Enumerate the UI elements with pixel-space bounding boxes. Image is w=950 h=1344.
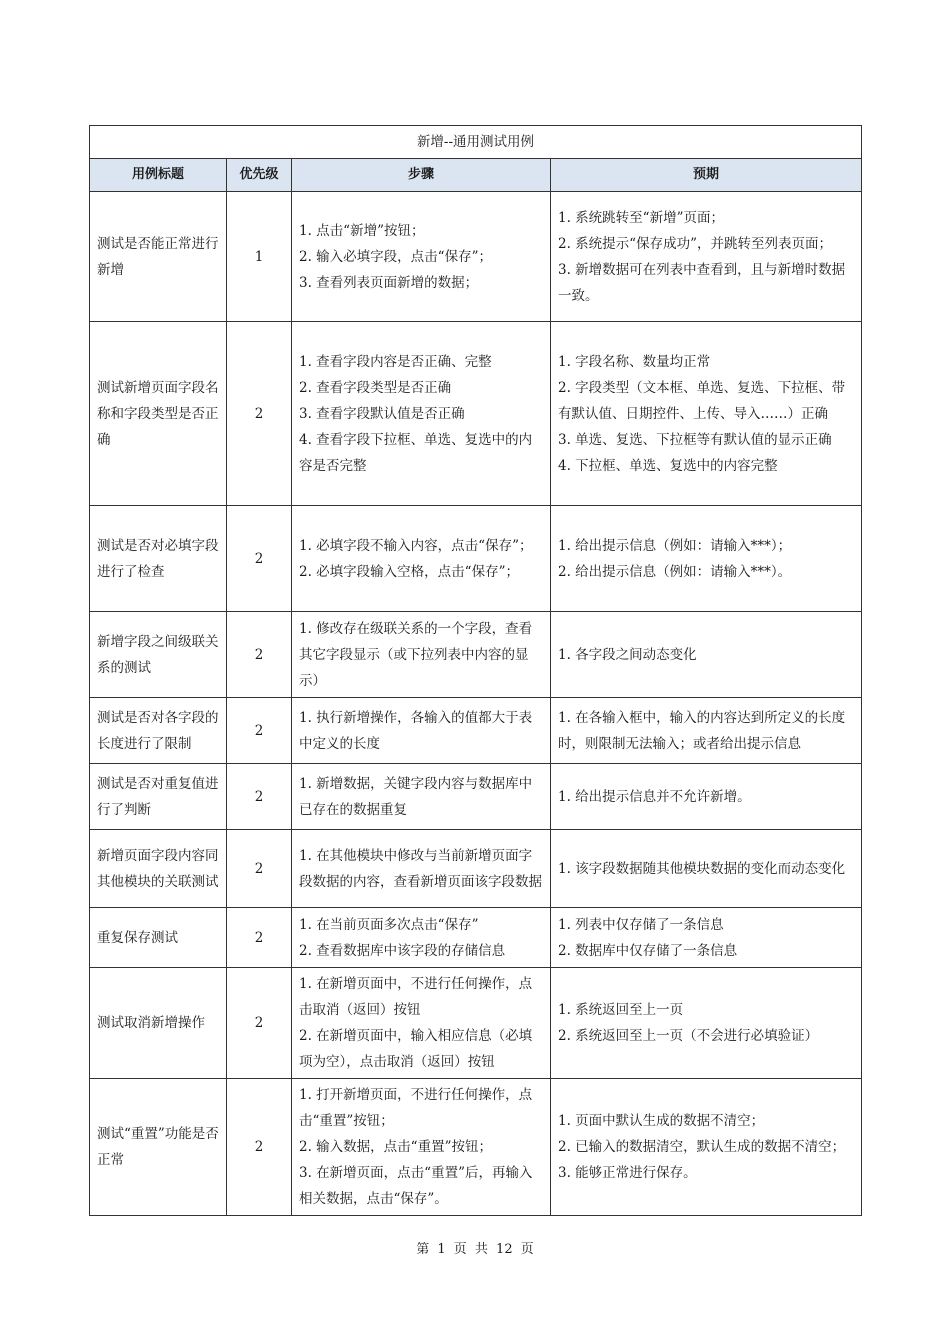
expected-line: 2. 字段类型（文本框、单选、复选、下拉框、带有默认值、日期控件、上传、导入……）正确 [558,379,846,422]
expected-cell [551,1079,862,1216]
priority-cell: 2 [227,698,292,764]
priority-cell: 2 [227,908,292,968]
case-title-cell: 新增字段之间级联关系的测试 [90,612,227,698]
table-row [90,968,862,1079]
table-row [90,322,862,506]
case-title-cell: 测试是否能正常进行新增 [90,192,227,322]
test-case-table [89,125,862,1216]
expected-line: 2. 数据库中仅存储了一条信息 [558,942,738,959]
table-row [90,698,862,764]
header-row [90,159,862,192]
expected-line: 2. 系统提示“保存成功”，并跳转至列表页面； [558,235,832,252]
expected-line: 3. 新增数据可在列表中查看到，且与新增时数据一致。 [558,261,846,304]
case-title-cell: 测试是否对重复值进行了判断 [90,764,227,830]
case-title-cell: 测试是否对各字段的长度进行了限制 [90,698,227,764]
step-line: 1. 修改存在级联关系的一个字段，查看其它字段显示（或下拉列表中内容的显示） [299,620,533,689]
priority-cell: 2 [227,506,292,612]
priority-cell: 1 [227,192,292,322]
page-number: 第 1 页 共 12 页 [416,1242,534,1257]
steps-cell [292,506,551,612]
priority-cell: 2 [227,322,292,506]
expected-line: 1. 列表中仅存储了一条信息 [558,916,724,933]
step-line: 1. 打开新增页面，不进行任何操作，点击“重置”按钮； [299,1087,533,1129]
step-line: 2. 输入数据，点击“重置”按钮； [299,1139,492,1155]
expected-cell [551,612,862,698]
steps-cell [292,192,551,322]
step-line: 1. 必填字段不输入内容，点击“保存”； [299,537,533,554]
expected-line: 3. 单选、复选、下拉框等有默认值的显示正确 [558,431,832,448]
priority-cell: 2 [227,968,292,1079]
case-title-cell: 测试新增页面字段名称和字段类型是否正确 [90,322,227,506]
header-case-title: 用例标题 [90,159,227,192]
expected-line: 1. 页面中默认生成的数据不清空； [558,1113,765,1129]
steps-cell [292,968,551,1079]
expected-cell [551,968,862,1079]
expected-cell [551,908,862,968]
expected-line: 2. 给出提示信息（例如：请输入***）。 [558,563,792,580]
case-title-cell: 新增页面字段内容同其他模块的关联测试 [90,830,227,908]
priority-cell: 2 [227,1079,292,1216]
table-row [90,612,862,698]
steps-cell [292,908,551,968]
expected-line: 2. 系统返回至上一页（不会进行必填验证） [558,1028,819,1044]
table-row [90,830,862,908]
step-line: 3. 查看列表页面新增的数据； [299,274,479,291]
step-line: 2. 必填字段输入空格，点击“保存”； [299,563,519,580]
expected-line: 1. 该字段数据随其他模块数据的变化而动态变化 [558,860,846,877]
expected-cell [551,506,862,612]
step-line: 1. 新增数据，关键字段内容与数据库中已存在的数据重复 [299,775,533,818]
step-line: 1. 执行新增操作，各输入的值都大于表中定义的长度 [299,709,533,752]
table-title: 新增--通用测试用例 [90,126,862,159]
priority-cell: 2 [227,612,292,698]
priority-cell: 2 [227,764,292,830]
header-priority: 优先级 [227,159,292,192]
table-row [90,506,862,612]
case-title-cell: 重复保存测试 [90,908,227,968]
steps-cell [292,764,551,830]
steps-cell [292,612,551,698]
step-line: 3. 查看字段默认值是否正确 [299,405,465,422]
expected-cell [551,830,862,908]
table-row [90,908,862,968]
step-line: 2. 输入必填字段，点击“保存”； [299,248,492,265]
expected-line: 3. 能够正常进行保存。 [558,1165,697,1181]
expected-cell [551,322,862,506]
table-row [90,1079,862,1216]
steps-cell [292,1079,551,1216]
header-expected: 预期 [551,159,862,192]
step-line: 1. 在当前页面多次点击“保存” [299,916,479,933]
step-line: 2. 查看字段类型是否正确 [299,379,452,396]
expected-line: 2. 已输入的数据清空，默认生成的数据不清空； [558,1139,846,1155]
step-line: 1. 在新增页面中，不进行任何操作，点击取消（返回）按钮 [299,976,533,1018]
expected-line: 1. 字段名称、数量均正常 [558,353,711,370]
steps-cell [292,698,551,764]
expected-cell [551,192,862,322]
step-line: 2. 查看数据库中该字段的存储信息 [299,942,506,959]
step-line: 4. 查看字段下拉框、单选、复选中的内容是否完整 [299,431,533,474]
priority-cell: 2 [227,830,292,908]
header-steps: 步骤 [292,159,551,192]
expected-cell [551,764,862,830]
expected-line: 1. 给出提示信息并不允许新增。 [558,788,751,805]
case-title-cell: 测试“重置”功能是否正常 [90,1079,227,1216]
step-line: 3. 在新增页面，点击“重置”后，再输入相关数据，点击“保存”。 [299,1165,533,1207]
step-line: 1. 点击“新增”按钮； [299,222,425,239]
steps-cell [292,322,551,506]
expected-line: 1. 系统跳转至“新增”页面； [558,209,724,226]
expected-line: 1. 给出提示信息（例如：请输入***）； [558,537,792,554]
case-title-cell: 测试是否对必填字段进行了检查 [90,506,227,612]
step-line: 1. 查看字段内容是否正确、完整 [299,353,492,370]
step-line: 1. 在其他模块中修改与当前新增页面字段数据的内容，查看新增页面该字段数据 [299,847,542,890]
table-row [90,192,862,322]
expected-line: 4. 下拉框、单选、复选中的内容完整 [558,457,778,474]
expected-line: 1. 在各输入框中，输入的内容达到所定义的长度时，则限制无法输入；或者给出提示信息 [558,709,846,752]
expected-line: 1. 各字段之间动态变化 [558,646,697,663]
table-row [90,764,862,830]
step-line: 2. 在新增页面中，输入相应信息（必填项为空），点击取消（返回）按钮 [299,1028,533,1070]
expected-cell [551,698,862,764]
steps-cell [292,830,551,908]
expected-line: 1. 系统返回至上一页 [558,1002,684,1018]
case-title-cell: 测试取消新增操作 [90,968,227,1079]
table-body [90,192,862,1216]
